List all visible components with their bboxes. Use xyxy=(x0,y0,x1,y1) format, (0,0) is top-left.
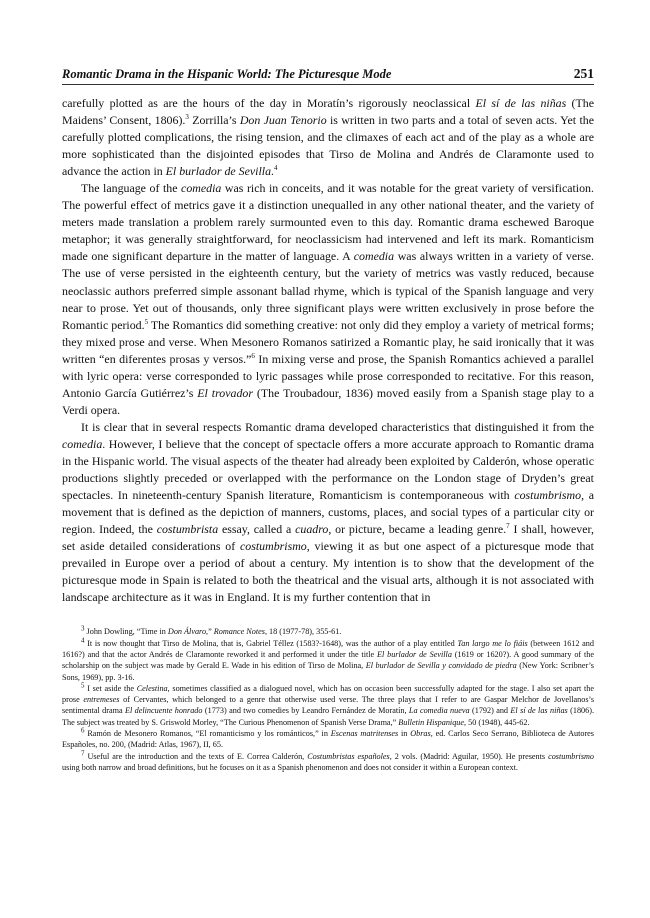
italic-title: El burlador de Sevilla xyxy=(377,650,452,659)
page-header xyxy=(62,66,594,85)
text-run: , or picture, became a leading genre. xyxy=(328,522,507,537)
text-run: , 18 (1977-78), 355-61. xyxy=(264,627,342,637)
text-run: was always written in a variety of verse. The use of verse persisted in the eighteenth century, but the variety of metrics was vastly reduced, because neoclassic authors preferred simple assonant ballad rhyme, which is typical of the Spanish language and very near to prose. Yet out of thousands, only three significant plays were written exclusively in prose before the Romantic period. xyxy=(62,249,594,332)
footnote-marker: 4 xyxy=(274,164,278,173)
footnote-marker: 5 xyxy=(81,681,85,690)
text-run: , sometimes classified as a dialogued novel, which has on occasion been successfully adapted for the stage. I also set apart the prose xyxy=(62,683,594,705)
text-run: essay, called a xyxy=(218,522,296,537)
footnote-marker: 3 xyxy=(81,624,85,633)
italic-title: El sí de las niñas xyxy=(475,96,567,110)
text-run: in xyxy=(398,729,411,739)
footnote-1 xyxy=(62,626,594,637)
text-run: The Romantics did something creative: not only did they employ a variety of metrical forms; they mixed prose and verse. When Mesonero Romanos satirized a Romantic play, he said ironically that it was written “en diferentes prosas y versos.” xyxy=(62,317,594,366)
italic-title: Romance Notes xyxy=(213,627,265,637)
text-run: John Dowling, “Time in xyxy=(84,627,168,637)
footnote-marker: 7 xyxy=(81,748,85,757)
text-run: (1773) and two comedies by Leandro Fernández de Moratín, xyxy=(202,706,409,716)
footnote-marker: 6 xyxy=(251,351,255,360)
text-run: . xyxy=(271,164,275,179)
text-run: using both narrow and broad definitions, but he focuses on it as a Spanish phenomenon and does not consider it within a European context. xyxy=(62,762,518,772)
italic-title: Tan largo me lo fiáis xyxy=(457,638,528,648)
text-run: , a movement that is defined as the depiction of manners, customs, places, and social types of a particular city or region. Indeed, the xyxy=(62,488,595,537)
italic-title: El sí de las niñas xyxy=(510,706,568,716)
footnote-2 xyxy=(62,635,594,683)
footnotes xyxy=(62,626,594,773)
text-run: In mixing verse and prose, the Spanish Romantics achieved a parallel with lyric opera: verse corresponded to lyric passages while prose corresponded to recitative. For this reason, Antonio García Gutiérrez’s xyxy=(62,351,594,400)
footnote-marker: 6 xyxy=(81,726,85,735)
text-run: (New York: Scribner’s Sons, 1969), pp. 3-16. xyxy=(62,661,594,682)
text-run: carefully plotted as are the hours of the day in Moratín’s rigorously neoclassical xyxy=(62,96,476,110)
italic-title: costumbrismo xyxy=(548,751,595,761)
text-run: Zorrilla’s xyxy=(188,113,240,128)
text-run: ,” xyxy=(206,627,214,637)
italic-title: El burlador de Sevilla y convidado de piedra xyxy=(365,661,517,671)
book-page xyxy=(62,66,594,773)
italic-title: Obras xyxy=(410,729,431,739)
footnote-5 xyxy=(62,748,595,774)
italic-title: Celestina xyxy=(136,683,168,693)
text-run: (1806). The subject was treated by S. Griswold Morley, “The Curious Phenomenon of Spanish Verse Drama,” xyxy=(62,706,594,727)
text-run: It is clear that in several respects Romantic drama developed characteristics that distinguished it from the xyxy=(81,419,594,434)
footnote-marker: 7 xyxy=(506,522,510,531)
italic-title: La comedia nueva xyxy=(408,706,470,716)
italic-title: entremeses xyxy=(83,695,120,705)
text-run: (The Troubadour, 1836) moved easily from a Spanish stage play to a Verdi opera. xyxy=(62,385,594,417)
page-number: 251 xyxy=(573,66,594,81)
text-run: is written in two parts and a total of seven acts. Yet the carefully plotted complications, the rising tension, and the climaxes of each act and of the play as a whole are more sophisticated than the disjointed episodes that Tirso de Molina and Andrés de Claramonte used to advance the action in xyxy=(62,113,594,179)
text-run: Ramón de Mesonero Romanos, “El romanticismo y los románticos,” in xyxy=(84,729,331,739)
italic-title: cuadro xyxy=(295,522,329,537)
italic-title: comedia xyxy=(353,249,395,264)
paragraph-2 xyxy=(62,180,594,419)
text-run: , ed. Carlos Seco Serrano, Biblioteca de Autores Españoles, no. 200, (Madrid: Atlas, 1967), II, 65. xyxy=(62,729,594,750)
text-run: , 2 vols. (Madrid: Aguilar, 1950). He presents xyxy=(389,751,549,761)
italic-title: Bulletin Hispanique xyxy=(398,717,465,727)
italic-title: El trovador xyxy=(197,385,253,400)
footnote-marker: 5 xyxy=(144,317,149,326)
text-run: (1619 or 1620?). A good summary of the scholarship on the subject was made by Gerald E. Wade in his edition of Tirso de Molina, xyxy=(62,650,594,671)
text-run: of Cervantes, which belonged to a genre that otherwise used verse. The three plays that I refer to are Gaspar Melchor de Jovellanos’s sentimental drama xyxy=(62,695,595,716)
text-run: , 50 (1948), 445-62. xyxy=(464,717,530,727)
italic-title: El delincuente honrado xyxy=(124,706,203,716)
running-head: Romantic Drama in the Hispanic World: The Picturesque Mode xyxy=(62,67,392,81)
text-run: (1792) and xyxy=(469,706,511,716)
italic-title: Escenas matritenses xyxy=(330,729,399,739)
italic-title: comedia xyxy=(62,436,103,451)
text-run: I shall, however, set aside detailed considerations of xyxy=(62,522,594,554)
italic-title: El burlador de Sevilla xyxy=(165,164,272,179)
footnote-marker: 4 xyxy=(81,635,85,644)
text-run: I set aside the xyxy=(84,683,137,693)
italic-title: Don Álvaro xyxy=(167,627,207,637)
italic-title: Costumbristas españoles xyxy=(307,751,390,761)
text-run: The language of the xyxy=(81,181,182,196)
footnote-3 xyxy=(62,683,594,728)
italic-title: costumbrista xyxy=(156,522,219,537)
italic-title: costumbrismo xyxy=(514,488,582,503)
footnote-marker: 3 xyxy=(185,113,189,122)
italic-title: Don Juan Tenorio xyxy=(239,113,327,128)
paragraph-1 xyxy=(62,95,594,180)
footnote-4 xyxy=(62,728,594,751)
text-run: It is now thought that Tirso de Molina, that is, Gabriel Téllez (1583?-1648), was the author of a play entitled xyxy=(84,638,458,648)
text-run: (between 1612 and 1616?) and that the actor Andrés de Claramonte reworked it and performed it under the title xyxy=(62,638,594,659)
paragraph-3 xyxy=(62,419,594,607)
body-text xyxy=(62,95,594,606)
italic-title: comedia xyxy=(181,181,222,196)
italic-title: costumbrismo xyxy=(240,539,307,554)
text-run: Useful are the introduction and the texts of E. Correa Calderón, xyxy=(84,751,308,761)
text-run: (The Maidens’ Consent, 1806). xyxy=(62,96,595,128)
text-run: , viewing it as but one aspect of a picturesque mode that prevailed in Europe over a period of about a century. My intention is to show that the development of the picturesque mode in Spain is related to both the theatrical and the visual arts, although it is not associated with landscape architecture as it was in England. It is my further contention that in xyxy=(62,539,594,605)
text-run: . However, I believe that the concept of spectacle offers a more accurate approach to Romantic drama in the Hispanic world. The visual aspects of the theater had already been exploited by Calderón, whose operatic productions slightly preceded or overlapped with the performance on the London stage of Dryden’s great spectacles. In nineteenth-century Spanish literature, Romanticism is contemporaneous with xyxy=(62,436,594,503)
text-run: was rich in conceits, and it was notable for the great variety of versification. The powerful effect of metrics gave it a distinction unequalled in any other national theater, and the variety of meters made translation a problem rarely surmounted even to this day. Romantic drama eschewed Baroque metaphor; it was generally straightforward, for neoclassicism had intervened and left its mark. Romanticism made one significant departure in the matter of language. A xyxy=(62,181,594,264)
